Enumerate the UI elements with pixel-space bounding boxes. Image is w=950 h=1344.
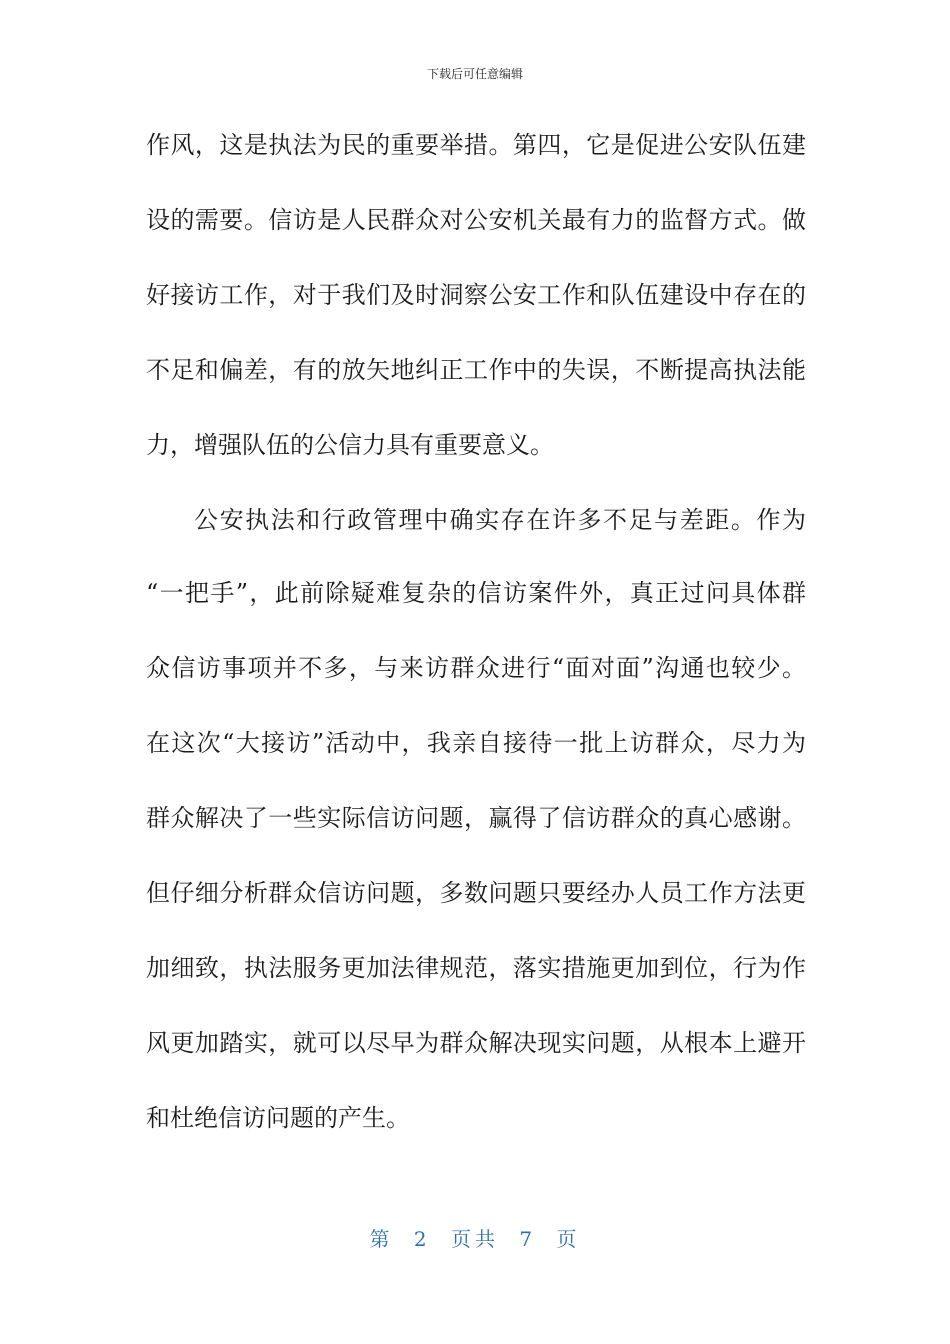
body-line-4: 不足和偏差，有的放矢地纠正工作中的失误，不断提高执法能 xyxy=(146,356,806,384)
body-line-5: 力，增强队伍的公信力具有重要意义。 xyxy=(146,431,554,459)
body-line-2: 设的需要。信访是人民群众对公安机关最有力的监督方式。做 xyxy=(146,206,806,234)
body-line-11: 但仔细分析群众信访问题，多数问题只要经办人员工作方法更 xyxy=(146,879,806,907)
page-header: 下载后可任意编辑 xyxy=(426,67,523,81)
page-number-footer: 第 2 页共 7 页 xyxy=(369,1227,581,1251)
body-line-1: 作风，这是执法为民的重要举措。第四，它是促进公安队伍建 xyxy=(146,131,806,159)
body-line-13: 风更加踏实，就可以尽早为群众解决现实问题，从根本上避开 xyxy=(146,1029,806,1057)
body-line-10: 群众解决了一些实际信访问题，赢得了信访群众的真心感谢。 xyxy=(146,804,806,832)
body-line-8: 众信访事项并不多，与来访群众进行“面对面”沟通也较少。 xyxy=(146,654,806,682)
body-line-7: “一把手”，此前除疑难复杂的信访案件外，真正过问具体群 xyxy=(146,579,806,607)
body-line-12: 加细致，执法服务更加法律规范，落实措施更加到位，行为作 xyxy=(146,954,806,982)
body-line-14: 和杜绝信访问题的产生。 xyxy=(146,1104,410,1132)
body-line-6: 公安执法和行政管理中确实存在许多不足与差距。作为 xyxy=(194,506,806,534)
body-line-9: 在这次“大接访”活动中，我亲自接待一批上访群众，尽力为 xyxy=(146,729,806,757)
body-line-3: 好接访工作，对于我们及时洞察公安工作和队伍建设中存在的 xyxy=(146,281,806,309)
